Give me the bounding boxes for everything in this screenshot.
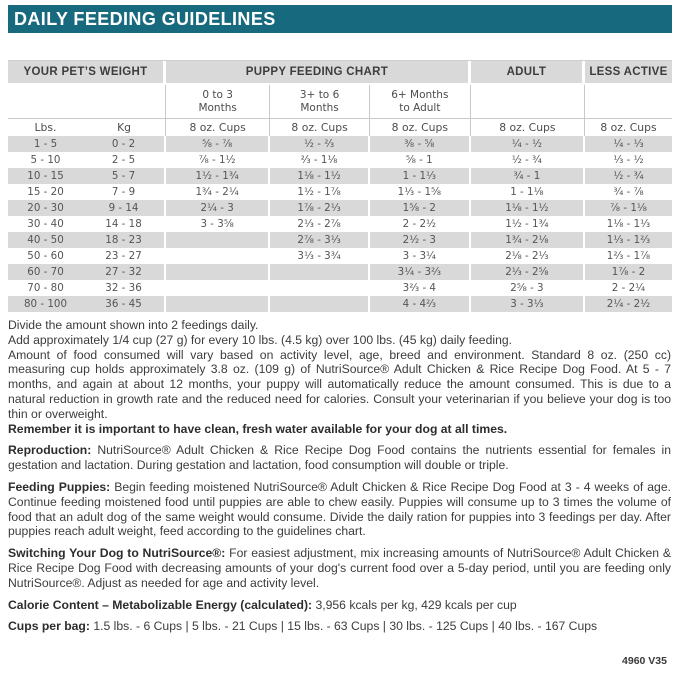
cups-value-cell: 3 - 3⁵⁄₈ — [166, 216, 270, 232]
weight-kg-cell: 27 - 32 — [83, 264, 166, 280]
table-row — [8, 232, 672, 248]
weight-kg-cell: 36 - 45 — [83, 296, 166, 312]
weight-lbs-cell: 70 - 80 — [27, 282, 64, 294]
page-title: DAILY FEEDING GUIDELINES — [14, 8, 276, 29]
subheader-empty — [83, 85, 166, 118]
text-block — [8, 318, 671, 634]
cups-value-cell: ³⁄₈ - ⁵⁄₈ — [370, 136, 471, 152]
section-switching-lead: Switching Your Dog to NutriSource®: — [8, 546, 226, 561]
subheader-6-months-adult — [370, 85, 471, 118]
weight-lbs-cell: 5 - 10 — [30, 154, 61, 166]
cups-value-cell: 2⁷⁄₈ - 3¹⁄₃ — [270, 232, 370, 248]
section-cups-per-bag-text: 1.5 lbs. - 6 Cups | 5 lbs. - 21 Cups | 15 lbs. - 63 Cups | 30 lbs. - 125 Cups | 40 lbs. - 167 Cups — [89, 619, 598, 634]
cups-value-cell: 1¹⁄₂ - 1³⁄₄ — [166, 168, 270, 184]
cups-value-cell: 1⁵⁄₈ - 2 — [370, 200, 471, 216]
section-feeding-puppies — [8, 480, 671, 539]
cups-value-cell: 2¹⁄₈ - 2¹⁄₃ — [471, 248, 585, 264]
cups-value-cell: 2¹⁄₃ - 2⁵⁄₈ — [471, 264, 585, 280]
weight-kg-cell: 2 - 5 — [83, 152, 166, 168]
cups-value-cell: 2 - 2¹⁄₂ — [370, 216, 471, 232]
unit-cups: 8 oz. Cups — [471, 119, 585, 136]
cups-value-cell — [166, 248, 270, 264]
section-feeding-puppies-text: Begin feeding moistened NutriSource® Adult Chicken & Rice Recipe Dog Food at 3 - 4 weeks of age. Continue feeding moistened food until puppies are able to chew easily. Puppies will consume up to 3 times the volume of food that an adult dog of the same weight would consume. Divide the daily ration for puppies into 3 feedings per day. After puppies reach adult weight, feed according to the guidelines chart. — [8, 479, 671, 539]
subheader-empty — [585, 85, 672, 118]
cups-value-cell: 1⁷⁄₈ - 2¹⁄₃ — [270, 200, 370, 216]
table-row — [8, 264, 672, 280]
cups-value-cell: 1¹⁄₈ - 1¹⁄₃ — [606, 218, 651, 230]
group-header-less-active: LESS ACTIVE — [589, 66, 668, 78]
feeding-table-body — [8, 136, 672, 312]
weight-kg-cell: 23 - 27 — [83, 248, 166, 264]
cups-value-cell: 2 - 2¹⁄₄ — [611, 282, 646, 294]
weight-lbs-cell: 60 - 70 — [27, 266, 64, 278]
table-unit-row — [8, 118, 672, 136]
section-reproduction-lead: Reproduction: — [8, 443, 92, 458]
unit-cups: 8 oz. Cups — [166, 119, 270, 136]
section-switching-text: For easiest adjustment, mix increasing amounts of NutriSource® Adult Chicken & Rice Recipe Dog Food with decreasing amounts of your dog's current food over a 5-day period, until you are feeding only NutriSource®. Adjust as needed for age and activity level. — [8, 546, 672, 590]
cups-value-cell: ³⁄₄ - 1 — [471, 168, 585, 184]
cups-value-cell: 3¹⁄₃ - 3³⁄₄ — [270, 248, 370, 264]
unit-cups: 8 oz. Cups — [270, 119, 370, 136]
group-header-weight: YOUR PET’S WEIGHT — [8, 61, 166, 83]
section-feeding-puppies-lead: Feeding Puppies: — [8, 479, 111, 494]
group-header-adult: ADULT — [471, 61, 585, 83]
table-row — [8, 136, 672, 152]
cups-value-cell: 3¹⁄₄ - 3²⁄₃ — [370, 264, 471, 280]
unit-kg: Kg — [83, 119, 166, 136]
group-header-puppy: PUPPY FEEDING CHART — [166, 61, 471, 83]
feeding-guidelines-table — [8, 60, 672, 312]
subheader-3-6-months — [270, 85, 370, 118]
cups-value-cell: 2⁵⁄₈ - 3 — [471, 280, 585, 296]
unit-lbs: Lbs. — [34, 121, 57, 134]
cups-value-cell: 1¹⁄₃ - 1²⁄₃ — [606, 234, 651, 246]
cups-value-cell: ³⁄₄ - ⁷⁄₈ — [613, 186, 644, 198]
cups-value-cell: ¹⁄₄ - ¹⁄₃ — [613, 138, 644, 150]
section-calorie-content — [8, 598, 671, 613]
table-row — [8, 168, 672, 184]
cups-value-cell: 2¹⁄₃ - 2⁷⁄₈ — [270, 216, 370, 232]
cups-value-cell — [166, 232, 270, 248]
table-group-header-row — [8, 61, 672, 83]
subheader-line: 3+ to 6 — [299, 89, 340, 101]
cups-value-cell: 1¹⁄₃ - 1⁵⁄₈ — [370, 184, 471, 200]
weight-lbs-cell: 40 - 50 — [27, 234, 64, 246]
table-row — [8, 216, 672, 232]
weight-lbs-cell: 10 - 15 — [27, 170, 64, 182]
cups-value-cell: 1¹⁄₂ - 1³⁄₄ — [471, 216, 585, 232]
cups-value-cell — [166, 280, 270, 296]
cups-value-cell: ¹⁄₂ - ³⁄₄ — [613, 170, 644, 182]
section-calorie-content-lead: Calorie Content – Metabolizable Energy (calculated): — [8, 597, 313, 612]
section-reproduction — [8, 443, 671, 473]
cups-value-cell: 1 - 1¹⁄₈ — [471, 184, 585, 200]
cups-value-cell: 1¹⁄₂ - 1⁷⁄₈ — [270, 184, 370, 200]
cups-value-cell: 3 - 3¹⁄₃ — [471, 296, 585, 312]
cups-value-cell: 1¹⁄₈ - 1¹⁄₂ — [270, 168, 370, 184]
product-code: 4960 V35 — [622, 655, 667, 667]
table-subheader-row — [8, 85, 672, 118]
weight-lbs-cell: 20 - 30 — [27, 202, 64, 214]
cups-value-cell — [166, 296, 270, 312]
cups-value-cell: 1¹⁄₈ - 1¹⁄₂ — [471, 200, 585, 216]
cups-value-cell — [270, 296, 370, 312]
weight-kg-cell: 32 - 36 — [83, 280, 166, 296]
weight-lbs-cell: 50 - 60 — [27, 250, 64, 262]
subheader-line: Months — [300, 102, 339, 114]
subheader-line: to Adult — [399, 102, 441, 114]
section-cups-per-bag-lead: Cups per bag: — [8, 619, 90, 634]
cups-value-cell: 3 - 3¹⁄₄ — [370, 248, 471, 264]
title-bar — [8, 5, 672, 33]
cups-value-cell: ⁷⁄₈ - 1¹⁄₂ — [166, 152, 270, 168]
cups-value-cell: 1³⁄₄ - 2¹⁄₈ — [471, 232, 585, 248]
cups-value-cell — [166, 264, 270, 280]
cups-value-cell: ¹⁄₂ - ³⁄₄ — [471, 152, 585, 168]
weight-kg-cell: 14 - 18 — [83, 216, 166, 232]
intro-body: Amount of food consumed will vary based on activity level, age, breed and environment. Standard 8 oz. (250 cc) measuring cup holds approximately 3.8 oz. (109 g) of NutriSource® Adult Chicken & Rice Recipe Dog Food. At 5 - 7 months, and again at about 12 months, your puppy will automatically reduce the amount consumed. This is due to a natural reduction in growth rate and the reduced need for calories. Consult your veterinarian if you believe your dog is too thin or overweight. — [8, 347, 671, 421]
subheader-empty — [8, 85, 83, 118]
intro-line-2: Add approximately 1/4 cup (27 g) for every 10 lbs. (4.5 kg) over 100 lbs. (45 kg) daily feeding. — [8, 332, 513, 347]
weight-kg-cell: 0 - 2 — [83, 136, 166, 152]
table-row — [8, 200, 672, 216]
cups-value-cell: ¹⁄₃ - ¹⁄₂ — [613, 154, 644, 166]
cups-value-cell — [270, 264, 370, 280]
section-calorie-content-text: 3,956 kcals per kg, 429 kcals per cup — [312, 597, 517, 612]
table-row — [8, 280, 672, 296]
cups-value-cell: ¹⁄₄ - ¹⁄₂ — [471, 136, 585, 152]
cups-value-cell: 2¹⁄₂ - 3 — [370, 232, 471, 248]
section-reproduction-text: NutriSource® Adult Chicken & Rice Recipe Dog Food contains the nutrients essential for females in gestation and lactation. During gestation and lactation, food consumption will double or triple. — [8, 443, 671, 473]
cups-value-cell: 3²⁄₃ - 4 — [370, 280, 471, 296]
weight-lbs-cell: 15 - 20 — [27, 186, 64, 198]
table-row — [8, 248, 672, 264]
weight-kg-cell: 18 - 23 — [83, 232, 166, 248]
table-row — [8, 184, 672, 200]
weight-lbs-cell: 1 - 5 — [33, 138, 58, 150]
weight-kg-cell: 7 - 9 — [83, 184, 166, 200]
unit-cups: 8 oz. Cups — [370, 119, 471, 136]
cups-value-cell: 1 - 1¹⁄₃ — [370, 168, 471, 184]
cups-value-cell: 1³⁄₄ - 2¹⁄₄ — [166, 184, 270, 200]
cups-value-cell: ²⁄₃ - 1¹⁄₈ — [270, 152, 370, 168]
cups-value-cell: 2¹⁄₄ - 3 — [166, 200, 270, 216]
weight-lbs-cell: 30 - 40 — [27, 218, 64, 230]
subheader-line: 6+ Months — [391, 89, 449, 101]
subheader-empty — [471, 85, 585, 118]
cups-value-cell: 2¹⁄₄ - 2¹⁄₂ — [606, 298, 651, 310]
weight-lbs-cell: 80 - 100 — [24, 298, 68, 310]
cups-value-cell: ⁵⁄₈ - ⁷⁄₈ — [166, 136, 270, 152]
cups-value-cell: ⁷⁄₈ - 1¹⁄₈ — [610, 202, 647, 214]
cups-value-cell: 1⁷⁄₈ - 2 — [611, 266, 646, 278]
subheader-line: 0 to 3 — [202, 89, 233, 101]
intro-line-1: Divide the amount shown into 2 feedings daily. — [8, 318, 259, 332]
cups-value-cell: ⁵⁄₈ - 1 — [370, 152, 471, 168]
unit-cups: 8 oz. Cups — [600, 121, 657, 134]
cups-value-cell: 1²⁄₃ - 1⁷⁄₈ — [606, 250, 651, 262]
weight-kg-cell: 5 - 7 — [83, 168, 166, 184]
subheader-0-3-months — [166, 85, 270, 118]
table-row — [8, 152, 672, 168]
cups-value-cell — [270, 280, 370, 296]
water-note: Remember it is important to have clean, fresh water available for your dog at all times. — [8, 421, 508, 436]
subheader-line: Months — [198, 102, 237, 114]
section-switching — [8, 546, 671, 590]
weight-kg-cell: 9 - 14 — [83, 200, 166, 216]
table-row — [8, 296, 672, 312]
section-cups-per-bag — [8, 619, 671, 634]
cups-value-cell: ¹⁄₂ - ²⁄₃ — [270, 136, 370, 152]
cups-value-cell: 4 - 4²⁄₃ — [370, 296, 471, 312]
